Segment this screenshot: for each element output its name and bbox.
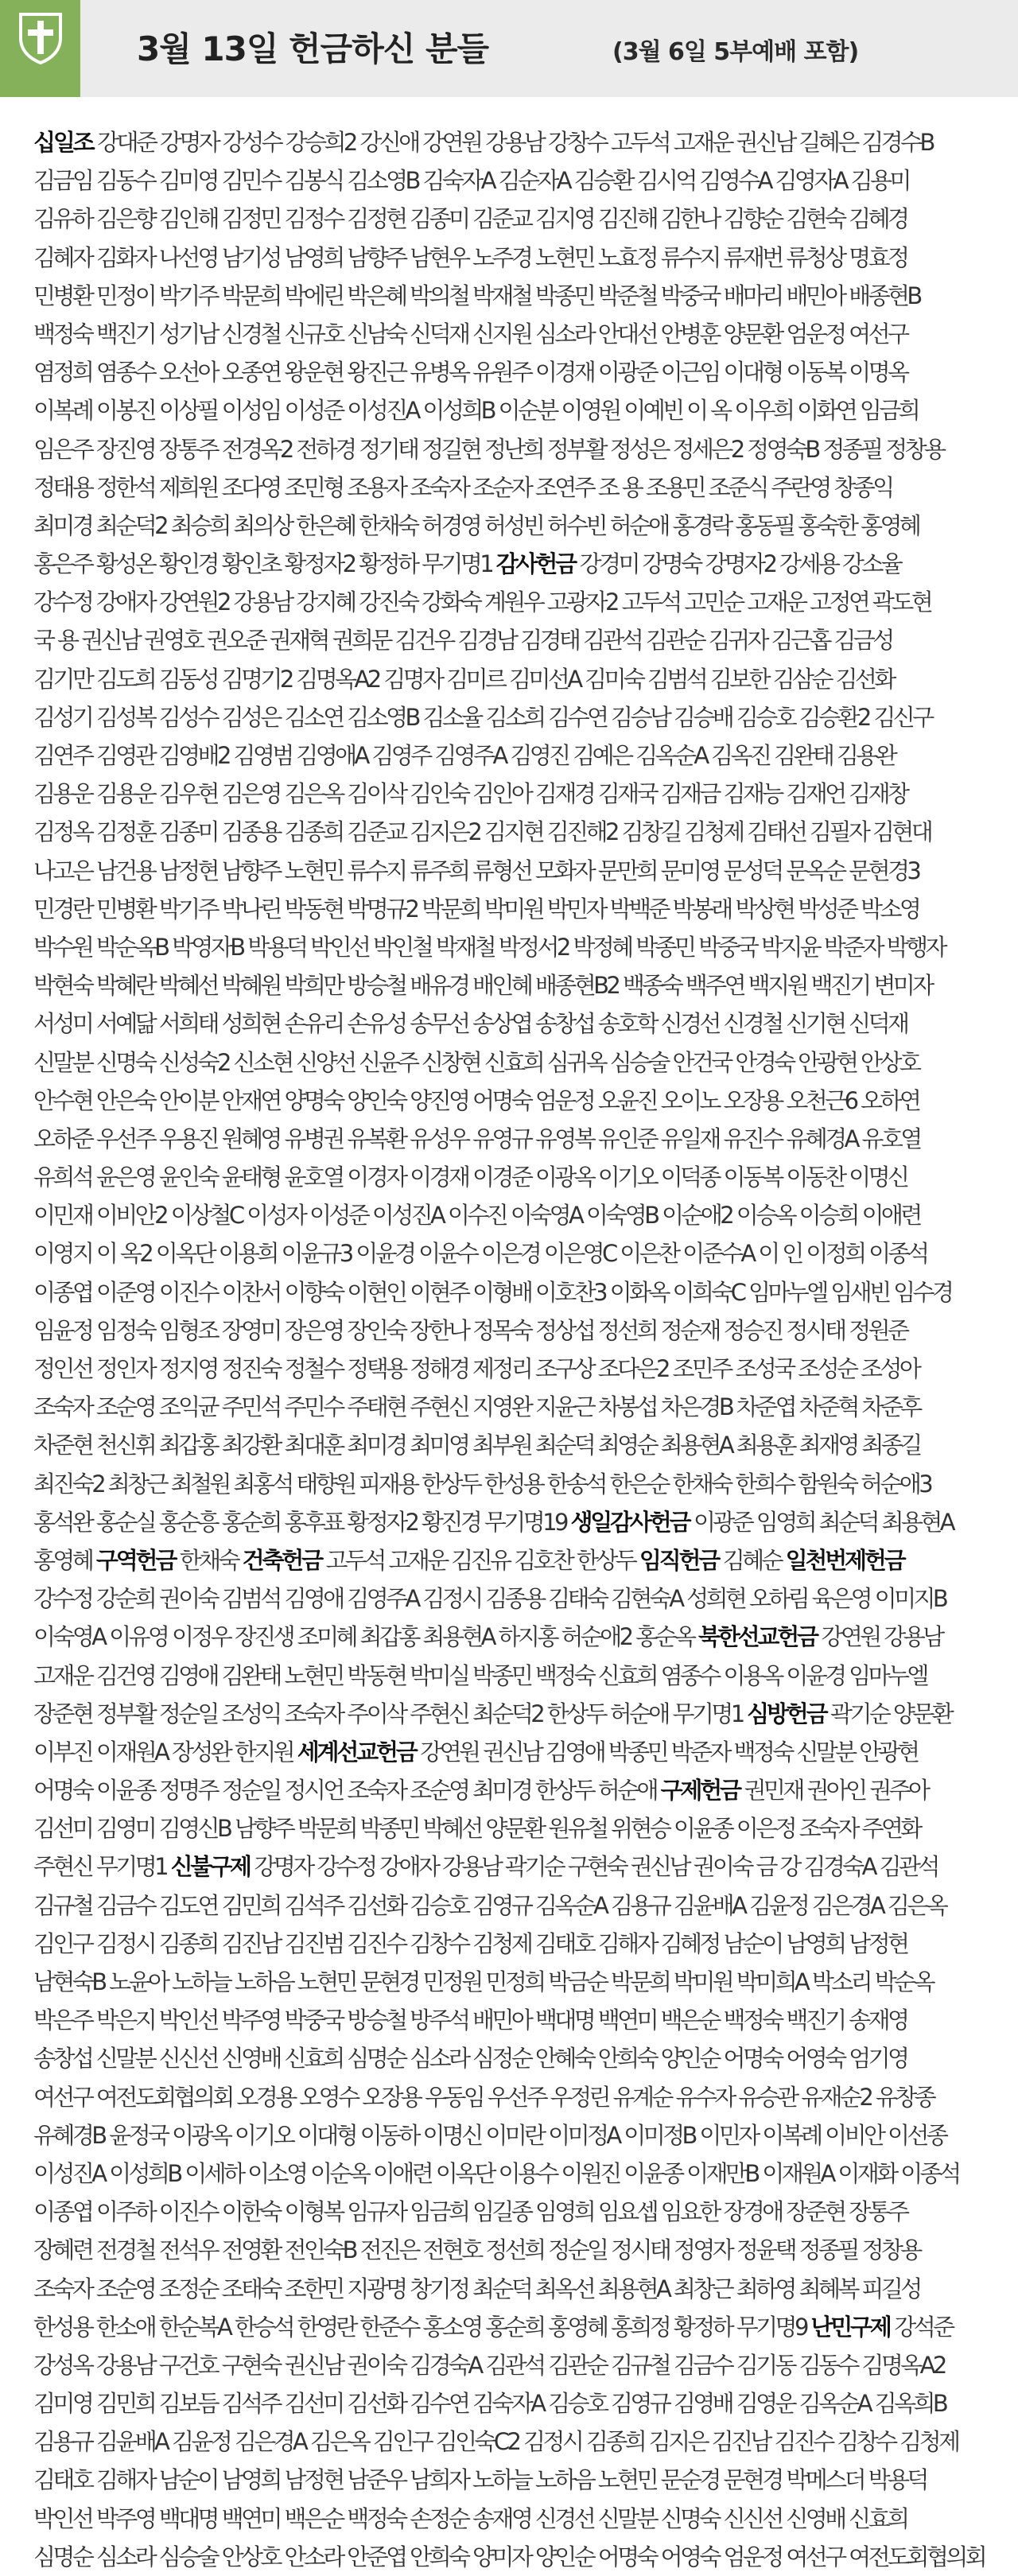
- donor-names: 이영지 이 옥2 이옥단 이용희 이윤규3 이윤경 이윤수 이은경 이은영C 이은찬 이준수A 이 인 이정희 이종석: [33, 1240, 927, 1268]
- offering-category-label: 신불구제: [170, 1853, 250, 1881]
- donor-names: 김인구 김정시 김종희 김진남 김진범 김진수 김창수 김청제 김태호 김해자 김혜정 남순이 남영희 남정현: [33, 1929, 907, 1957]
- offering-category-label: 감사헌금: [495, 550, 575, 578]
- name-list-line: [33, 1196, 1015, 1234]
- name-list-line: [33, 736, 1015, 775]
- donor-names: 유희석 윤은영 윤인숙 윤태형 윤호열 이경자 이경재 이경준 이광옥 이기오 이덕종 이동복 이동찬 이명신: [33, 1164, 907, 1191]
- donor-names: 강수정 강순희 권이숙 김범석 김영애 김영주A 김정시 김종용 김태숙 김현숙A 성희현 오하림 육은영 이미지B: [33, 1585, 946, 1613]
- donor-names: 안수현 안은숙 안이분 안재연 양명숙 양인숙 양진영 어명숙 엄운정 오윤진 오이노 오장용 오천근6 오하연: [33, 1086, 919, 1114]
- name-list-line: [33, 1579, 1015, 1618]
- name-list-line: [33, 1120, 1015, 1158]
- offering-category-label: 북한선교헌금: [697, 1623, 817, 1651]
- donor-names: 홍석완 홍순실 홍순흥 홍순희 홍후표 황정자2 황진경 무기명19: [33, 1508, 571, 1536]
- name-list-line: [33, 2423, 1015, 2461]
- name-list-line: [33, 1158, 1015, 1196]
- donor-names: 김혜자 김화자 나선영 남기성 남영희 남향주 남현우 노주경 노현민 노효정 류수지 류재번 류청상 명효정: [33, 243, 907, 271]
- name-list-line: [33, 2039, 1015, 2077]
- name-list-line: [33, 277, 1015, 315]
- church-logo: [0, 0, 80, 97]
- name-list-line: [33, 430, 1015, 468]
- donor-names: 박은주 박은지 박인선 박주영 박중국 방승철 방주석 배민아 백대명 백연미 백은순 백정숙 백진기 송재영: [33, 2007, 907, 2034]
- name-list-line: [33, 698, 1015, 736]
- name-list-line: [33, 2270, 1015, 2308]
- name-list-line: [33, 2231, 1015, 2269]
- name-list-line: [33, 1695, 1015, 1733]
- donor-name-list: [33, 123, 1015, 2570]
- donor-names: 고두석 고재운 김진유 김호찬 한상두: [321, 1546, 639, 1574]
- donor-names: 강경미 강명숙 강명자2 강세용 강소율: [575, 550, 901, 578]
- donor-names: 주현신 무기명1: [33, 1853, 171, 1881]
- name-list-line: [33, 1771, 1015, 1809]
- donor-names: 김정옥 김정훈 김종미 김종용 김종희 김준교 김지은2 김지현 김진해2 김창길 김청제 김태선 김필자 김현대: [33, 818, 931, 846]
- donor-names: 김유하 김은향 김인해 김정민 김정수 김정현 김종미 김준교 김지영 김진해 김한나 김향순 김현숙 김혜경: [33, 205, 907, 233]
- offering-category-label: 구제헌금: [660, 1777, 740, 1805]
- name-list-line: [33, 660, 1015, 698]
- donor-names: 민경란 민병환 박기주 박나린 박동현 박명규2 박문희 박미원 박민자 박백준 박봉래 박상현 박성준 박소영: [33, 895, 919, 923]
- name-list-line: [33, 123, 1015, 161]
- donor-names: 김용규 김윤배A 김윤정 김은경A 김은옥 김인구 김인숙C2 김정시 김종희 김지은 김진남 김진수 김창수 김청제: [33, 2428, 958, 2456]
- donor-names: 차준현 천신휘 최갑홍 최강환 최대훈 최미경 최미영 최부원 최순덕 최영순 최용현A 최용훈 최재영 최종길: [33, 1432, 920, 1459]
- name-list-line: [33, 890, 1015, 928]
- donor-names: 이부진 이재원A 장성완 한지원: [33, 1738, 297, 1766]
- donor-names: 최미경 최순덕2 최승희 최의상 한은혜 한채숙 허경영 허성빈 허수빈 허순애 홍경락 홍동필 홍숙한 홍영혜: [33, 511, 919, 539]
- donor-names: 이성진A 이성희B 이세하 이소영 이순옥 이애련 이옥단 이용수 이원진 이윤종 이재만B 이재원A 이재화 이종석: [33, 2159, 959, 2187]
- donor-names: 이종엽 이준영 이진수 이찬서 이향숙 이현인 이현주 이형배 이호찬3 이화옥 이희숙C 임마누엘 임새빈 임수경: [33, 1278, 952, 1306]
- name-list-line: [33, 2384, 1015, 2423]
- offering-category-label: 구역헌금: [95, 1546, 176, 1574]
- donor-names: 김태호 김해자 남순이 남영희 남정현 남준우 남희자 노하늘 노하음 노현민 문순경 문현경 박메스더 박용덕: [33, 2466, 927, 2494]
- donor-names: 고재운 김건영 김영애 김완태 노현민 박동현 박미실 박종민 백정숙 신효희 염종수 이용옥 이윤경 임마누엘: [33, 1661, 927, 1689]
- donor-names: 권민재 권아인 권주아: [739, 1777, 928, 1805]
- name-list-line: [33, 1541, 1015, 1579]
- name-list-line: [33, 2538, 1015, 2576]
- name-list-line: [33, 353, 1015, 391]
- donor-names: 김금임 김동수 김미영 김민수 김봉식 김소영B 김숙자A 김순자A 김승환 김시억 김영수A 김영자A 김용미: [33, 167, 909, 195]
- name-list-line: [33, 813, 1015, 851]
- name-list-line: [33, 1043, 1015, 1082]
- donor-names: 김미영 김민희 김보듬 김석주 김선미 김선화 김수연 김숙자A 김승호 김영규 김영배 김영운 김옥순A 김옥희B: [33, 2390, 946, 2418]
- donor-names: 신말분 신명숙 신성숙2 신소현 신양선 신윤주 신창현 신효희 심귀옥 심승술 안건국 안경숙 안광현 안상호: [33, 1048, 919, 1076]
- name-list-line: [33, 852, 1015, 890]
- donor-names: 어명숙 이윤종 정명주 정순일 정시언 조숙자 조순영 최미경 한상두 허순애: [33, 1777, 661, 1805]
- donor-names: 조숙자 조순영 조익균 주민석 주민수 주태현 주현신 지영완 지윤근 차봉섭 차은경B 차준엽 차준혁 차준후: [33, 1393, 920, 1421]
- name-list-line: [33, 775, 1015, 813]
- name-list-line: [33, 1963, 1015, 2001]
- donor-names: 강수정 강애자 강연원2 강용남 강지혜 강진숙 강화숙 계원우 고광자2 고두석 고민순 고재운 고정연 곽도현: [33, 589, 931, 616]
- donor-names: 김성기 김성복 김성수 김성은 김소연 김소영B 김소율 김소희 김수연 김승남 김승배 김승호 김승환2 김신구: [33, 703, 932, 731]
- donor-names: 민병환 민정이 박기주 박문희 박에린 박은혜 박의철 박재철 박종민 박준철 박중국 배마리 배민아 배종현B: [33, 282, 920, 309]
- donor-names: 임윤정 임정숙 임형조 장영미 장은영 장인숙 장한나 정목숙 정상섭 정선희 정순재 정승진 정시태 정원준: [33, 1316, 907, 1344]
- page-header: [0, 0, 1018, 97]
- offering-category-label: 임직헌금: [639, 1546, 719, 1574]
- name-list-line: [33, 1847, 1015, 1886]
- name-list-line: [33, 1618, 1015, 1656]
- donor-names: 이숙영A 이유영 이정우 장진생 조미혜 최갑홍 최용현A 하지홍 허순애2 홍순옥: [33, 1623, 698, 1651]
- name-list-line: [33, 239, 1015, 277]
- donor-names: 한채숙: [175, 1546, 243, 1574]
- name-list-line: [33, 1004, 1015, 1043]
- name-list-line: [33, 1465, 1015, 1503]
- donor-names: 염정희 염종수 오선아 오종연 왕운현 왕진근 유병옥 유원주 이경재 이광준 이근임 이대형 이동복 이명옥: [33, 359, 907, 387]
- donor-names: 홍은주 황성온 황인경 황인초 황정자2 황정하 무기명1: [33, 550, 496, 578]
- name-list-line: [33, 1657, 1015, 1695]
- name-list-line: [33, 1082, 1015, 1120]
- name-list-line: [33, 200, 1015, 238]
- name-list-line: [33, 1234, 1015, 1272]
- donor-names: 홍영혜: [33, 1546, 96, 1574]
- offering-category-label: 세계선교헌금: [297, 1738, 416, 1766]
- name-list-line: [33, 966, 1015, 1004]
- donor-names: 최진숙2 최창근 최철원 최홍석 태향원 피재용 한상두 한성용 한송석 한은순 한채숙 한희수 함원숙 허순애3: [33, 1470, 931, 1498]
- cross-shield-icon: [16, 11, 65, 65]
- name-list-line: [33, 2078, 1015, 2116]
- donor-names: 김규철 김금수 김도연 김민희 김석주 김선화 김승호 김영규 김옥순A 김용규 김윤배A 김윤정 김은경A 김은옥: [33, 1891, 946, 1919]
- donor-names: 장준현 정부활 정순일 조성익 조숙자 주이삭 주현신 최순덕2 한상두 허순애 무기명1: [33, 1700, 748, 1727]
- donor-names: 박현숙 박혜란 박혜선 박혜원 박희만 방승철 배유경 배인혜 배종현B2 백종숙 백주연 백지원 백진기 변미자: [33, 972, 932, 1000]
- name-list-line: [33, 2154, 1015, 2193]
- donor-names: 송창섭 신말분 신신선 신영배 신효희 심명순 심소라 심정순 안혜숙 안희숙 양인순 어명숙 어영숙 엄기영: [33, 2045, 907, 2073]
- name-list-line: [33, 2001, 1015, 2039]
- name-list-line: [33, 1426, 1015, 1464]
- name-list-line: [33, 1388, 1015, 1426]
- donor-names: 백정숙 백진기 성기남 신경철 신규호 신남숙 신덕재 신지원 심소라 안대선 안병훈 양문환 엄운정 여선구: [33, 320, 907, 348]
- offering-category-label: 생일감사헌금: [570, 1508, 690, 1536]
- donor-names: 임은주 장진영 장통주 전경옥2 전하경 정기태 정길현 정난희 정부활 정성은 정세은2 정영숙B 정종필 정창용: [33, 435, 944, 463]
- offering-category-label: 심방헌금: [747, 1700, 826, 1727]
- donor-names: 박수원 박순옥B 박영자B 박용덕 박인선 박인철 박재철 박정서2 박정혜 박종민 박중국 박지윤 박준자 박행자: [33, 933, 945, 961]
- name-list-line: [33, 1311, 1015, 1350]
- name-list-line: [33, 928, 1015, 966]
- donor-names: 정태용 정한석 제희원 조다영 조민형 조용자 조숙자 조순자 조연주 조 용 조용민 조준식 주란영 창종익: [33, 473, 892, 501]
- donor-names: 김기만 김도희 김동성 김명기2 김명옥A2 김명자 김미르 김미선A 김미숙 김범석 김보한 김삼순 김선화: [33, 665, 894, 693]
- donor-names: 이민재 이비안2 이상철C 이성자 이성준 이성진A 이수진 이숙영A 이숙영B 이순애2 이승옥 이승희 이애련: [33, 1202, 920, 1230]
- donor-names: 장혜련 전경철 전석우 전영환 전인숙B 전진은 전현호 정선희 정순일 정시태 정영자 정윤택 정종필 정창용: [33, 2236, 920, 2264]
- donor-names: 김연주 김영관 김영배2 김영범 김영애A 김영주 김영주A 김영진 김예은 김옥순A 김옥진 김완태 김용완: [33, 742, 896, 769]
- donor-names: 정인선 정인자 정지영 정진숙 정철수 정택용 정해경 제정리 조구상 조다은2 조민주 조성국 조성순 조성아: [33, 1355, 919, 1382]
- donor-names: 강석준: [889, 2313, 953, 2341]
- donor-names: 여선구 여전도회협의회 오경용 오영수 오장용 우동임 우선주 우정린 유계순 유수자 유승관 유재순2 유창종: [33, 2083, 934, 2111]
- name-list-line: [33, 1273, 1015, 1311]
- donor-names: 이복례 이봉진 이상필 이성임 이성준 이성진A 이성희B 이순분 이영원 이예빈 이 옥 이우희 이화연 임금희: [33, 397, 919, 425]
- donor-names: 강연원 강용남: [816, 1623, 942, 1651]
- name-list-line: [33, 1733, 1015, 1771]
- donor-names: 김용운 김용운 김우현 김은영 김은옥 김이삭 김인숙 김인아 김재경 김재국 김재금 김재능 김재언 김재창: [33, 780, 907, 808]
- name-list-line: [33, 391, 1015, 429]
- name-list-line: [33, 621, 1015, 659]
- name-list-line: [33, 1503, 1015, 1541]
- name-list-line: [33, 2346, 1015, 2384]
- name-list-line: [33, 2308, 1015, 2346]
- donor-names: 김혜순: [718, 1546, 786, 1574]
- offering-category-label: 십일조: [33, 129, 93, 156]
- offering-category-label: 난민구제: [810, 2313, 890, 2341]
- donor-names: 한성용 한소애 한순복A 한승석 한영란 한준수 홍소영 홍순희 홍영혜 홍희정 황정하 무기명9: [33, 2313, 811, 2341]
- name-list-line: [33, 507, 1015, 545]
- name-list-line: [33, 468, 1015, 507]
- name-list-line: [33, 583, 1015, 621]
- name-list-line: [33, 2461, 1015, 2499]
- name-list-line: [33, 161, 1015, 200]
- donor-names: 유혜경B 윤정국 이광옥 이기오 이대형 이동하 이명신 이미란 이미정A 이미정B 이민자 이복례 이비안 이선종: [33, 2121, 946, 2149]
- donor-names: 곽기순 양문환: [826, 1700, 952, 1727]
- donor-names: 이광준 임영희 최순덕 최용현A: [689, 1508, 954, 1536]
- name-list-line: [33, 1925, 1015, 1963]
- donor-names: 김선미 김영미 김영신B 남향주 박문희 박종민 박혜선 양문환 원유철 위현승 이윤종 이은정 조숙자 주연화: [33, 1815, 920, 1843]
- page-title: 3월 13일 헌금하신 분들: [137, 29, 489, 68]
- name-list-line: [33, 1886, 1015, 1925]
- name-list-line: [33, 1809, 1015, 1847]
- name-list-line: [33, 2116, 1015, 2154]
- donor-names: 서성미 서예닮 서희태 성희현 손유리 손유성 송무선 송상엽 송창섭 송호학 신경선 신경철 신기현 신덕재: [33, 1010, 907, 1038]
- donor-names: 박인선 박주영 백대명 백연미 백은순 백정숙 손정순 송재영 신경선 신말분 신명숙 신신선 신영배 신효희: [33, 2504, 907, 2532]
- donor-names: 강명자 강수정 강애자 강용남 곽기순 구현숙 권신남 권이숙 금 강 김경숙A 김관석: [249, 1853, 938, 1881]
- donor-names: 조숙자 조순영 조정순 조태숙 조한민 지광명 창기정 최순덕 최옥선 최용현A 최창근 최하영 최혜복 피길성: [33, 2275, 920, 2302]
- name-list-line: [33, 2500, 1015, 2538]
- offering-category-label: 건축헌금: [242, 1546, 321, 1574]
- donor-names: 오하준 우선주 우용진 원혜영 유병권 유복환 유성우 유영규 유영복 유인준 유일재 유진수 유혜경A 유호열: [33, 1125, 920, 1152]
- name-list-line: [33, 545, 1015, 583]
- donor-names: 이종엽 이주하 이진수 이한숙 이형복 임규자 임금희 임길종 임영희 임요셉 임요한 장경애 장준현 장통주: [33, 2198, 907, 2226]
- donor-names: 국 용 권신남 권영호 권오준 권재혁 권희문 김건우 김경남 김경태 김관석 김관순 김귀자 김근홉 김금성: [33, 627, 892, 655]
- offering-category-label: 일천번제헌금: [785, 1546, 904, 1574]
- name-list-line: [33, 1350, 1015, 1388]
- donor-names: 강연원 권신남 김영애 박종민 박준자 백정숙 신말분 안광현: [415, 1738, 918, 1766]
- donor-names: 강성옥 강용남 구건호 구현숙 권신남 권이숙 김경숙A 김관석 김관순 김규철 김금수 김기동 김동수 김명옥A2: [33, 2351, 945, 2379]
- donor-names: 남현숙B 노윤아 노하늘 노하음 노현민 문현경 민정원 민정희 박금순 박문희 박미원 박미희A 박소리 박순옥: [33, 1968, 933, 1995]
- name-list-line: [33, 2193, 1015, 2231]
- donor-names: 나고은 남건용 남정현 남향주 노현민 류수지 류주희 류형선 모화자 문만희 문미영 문성덕 문옥순 문현경3: [33, 857, 919, 884]
- name-list-line: [33, 315, 1015, 353]
- donor-names: 심명순 심소라 심승술 안상호 안소라 안준엽 안희숙 양미자 양인순 어명숙 어영숙 엄운정 여선구 여전도회협의회: [33, 2543, 985, 2570]
- donor-names: 강대준 강명자 강성수 강승희2 강신애 강연원 강용남 강창수 고두석 고재운 권신남 길혜은 김경수B: [92, 129, 933, 156]
- page-subtitle: (3월 6일 5부예배 포함): [612, 38, 859, 66]
